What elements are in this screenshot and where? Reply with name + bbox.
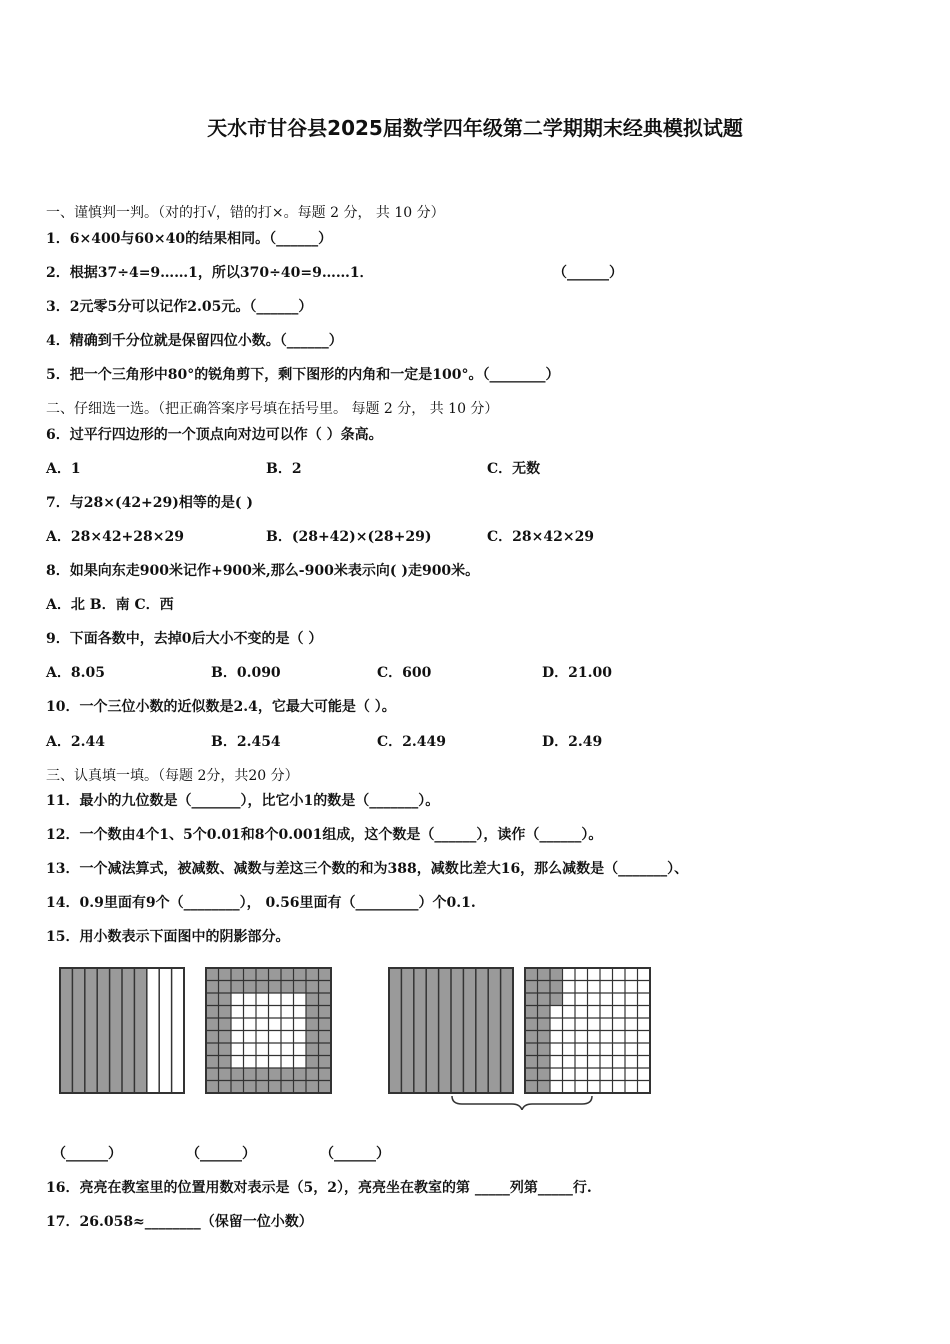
question-7-option-c: C．28×42×29 (487, 529, 595, 545)
question-6-option-a: A．1 (46, 461, 81, 477)
question-1: 1．6×400与60×40的结果相同。（______） (46, 231, 333, 247)
question-15-blank-2: （______） (186, 1146, 256, 1162)
question-15-figures (0, 960, 950, 1110)
question-10-option-a: A．2.44 (46, 734, 105, 750)
question-6: 6．过平行四边形的一个顶点向对边可以作（ ）条高。 (46, 427, 383, 443)
question-7-option-b: B．(28+42)×(28+29) (266, 529, 432, 545)
question-16: 16．亮亮在教室里的位置用数对表示是（5，2），亮亮坐在教室的第 _____列第_____行. (46, 1180, 592, 1196)
question-9-option-b: B．0.090 (211, 665, 281, 681)
page-title: 天水市甘谷县2025届数学四年级第二学期期末经典模拟试题 (207, 116, 743, 140)
question-7-option-a: A．28×42+28×29 (46, 529, 184, 545)
figure-grid-ring (206, 968, 331, 1093)
question-8: 8．如果向东走900米记作+900米,那么-900米表示向( )走900米。 (46, 563, 480, 579)
question-9: 9．下面各数中，去掉0后大小不变的是（ ） (46, 631, 323, 647)
question-6-option-c: C．无数 (487, 461, 541, 477)
question-9-option-d: D．21.00 (542, 665, 612, 681)
question-15-blank-3: （______） (320, 1146, 390, 1162)
question-15-blank-1: （______） (52, 1146, 122, 1162)
figure-strips-whole (389, 968, 513, 1093)
question-10-option-d: D．2.49 (542, 734, 603, 750)
question-9-option-c: C．600 (377, 665, 432, 681)
question-8-options: A．北 B．南 C．西 (46, 597, 174, 613)
section-1-heading: 一、谨慎判一判。（对的打√，错的打×。每题 2 分， 共 10 分） (46, 205, 445, 221)
question-10-option-c: C．2.449 (377, 734, 446, 750)
question-3: 3．2元零5分可以记作2.05元。（______） (46, 299, 313, 315)
question-4: 4．精确到千分位就是保留四位小数。（______） (46, 333, 343, 349)
question-5: 5．把一个三角形中80°的锐角剪下，剩下图形的内角和一定是100°。（________） (46, 367, 560, 383)
question-6-option-b: B．2 (266, 461, 302, 477)
question-12: 12．一个数由4个1、5个0.01和8个0.001组成，这个数是（______），读作（______）。 (46, 827, 603, 843)
question-15: 15．用小数表示下面图中的阴影部分。 (46, 929, 290, 945)
question-2: 2．根据37÷4=9……1，所以370÷40=9……1． (46, 265, 374, 281)
question-13: 13．一个减法算式，被减数、减数与差这三个数的和为388，减数比差大16，那么减数是（_______）、 (46, 861, 689, 877)
figure-brace (452, 1096, 592, 1110)
question-2-answer-blank: （______） (553, 265, 623, 281)
question-17: 17．26.058≈________（保留一位小数） (46, 1214, 313, 1230)
question-11: 11．最小的九位数是（_______），比它小1的数是（_______）。 (46, 793, 440, 809)
question-10: 10．一个三位小数的近似数是2.4，它最大可能是（ ）。 (46, 699, 396, 715)
question-7: 7．与28×(42+29)相等的是( ) (46, 495, 254, 511)
figure-strips-7-of-10 (60, 968, 184, 1093)
figure-grid-corner (525, 968, 650, 1093)
question-9-option-a: A．8.05 (46, 665, 105, 681)
section-2-heading: 二、仔细选一选。（把正确答案序号填在括号里。 每题 2 分， 共 10 分） (46, 401, 499, 417)
section-3-heading: 三、认真填一填。（每题 2分，共20 分） (46, 768, 299, 784)
question-10-option-b: B．2.454 (211, 734, 281, 750)
question-14: 14．0.9里面有9个（________）， 0.56里面有（_________）个0.1. (46, 895, 476, 911)
